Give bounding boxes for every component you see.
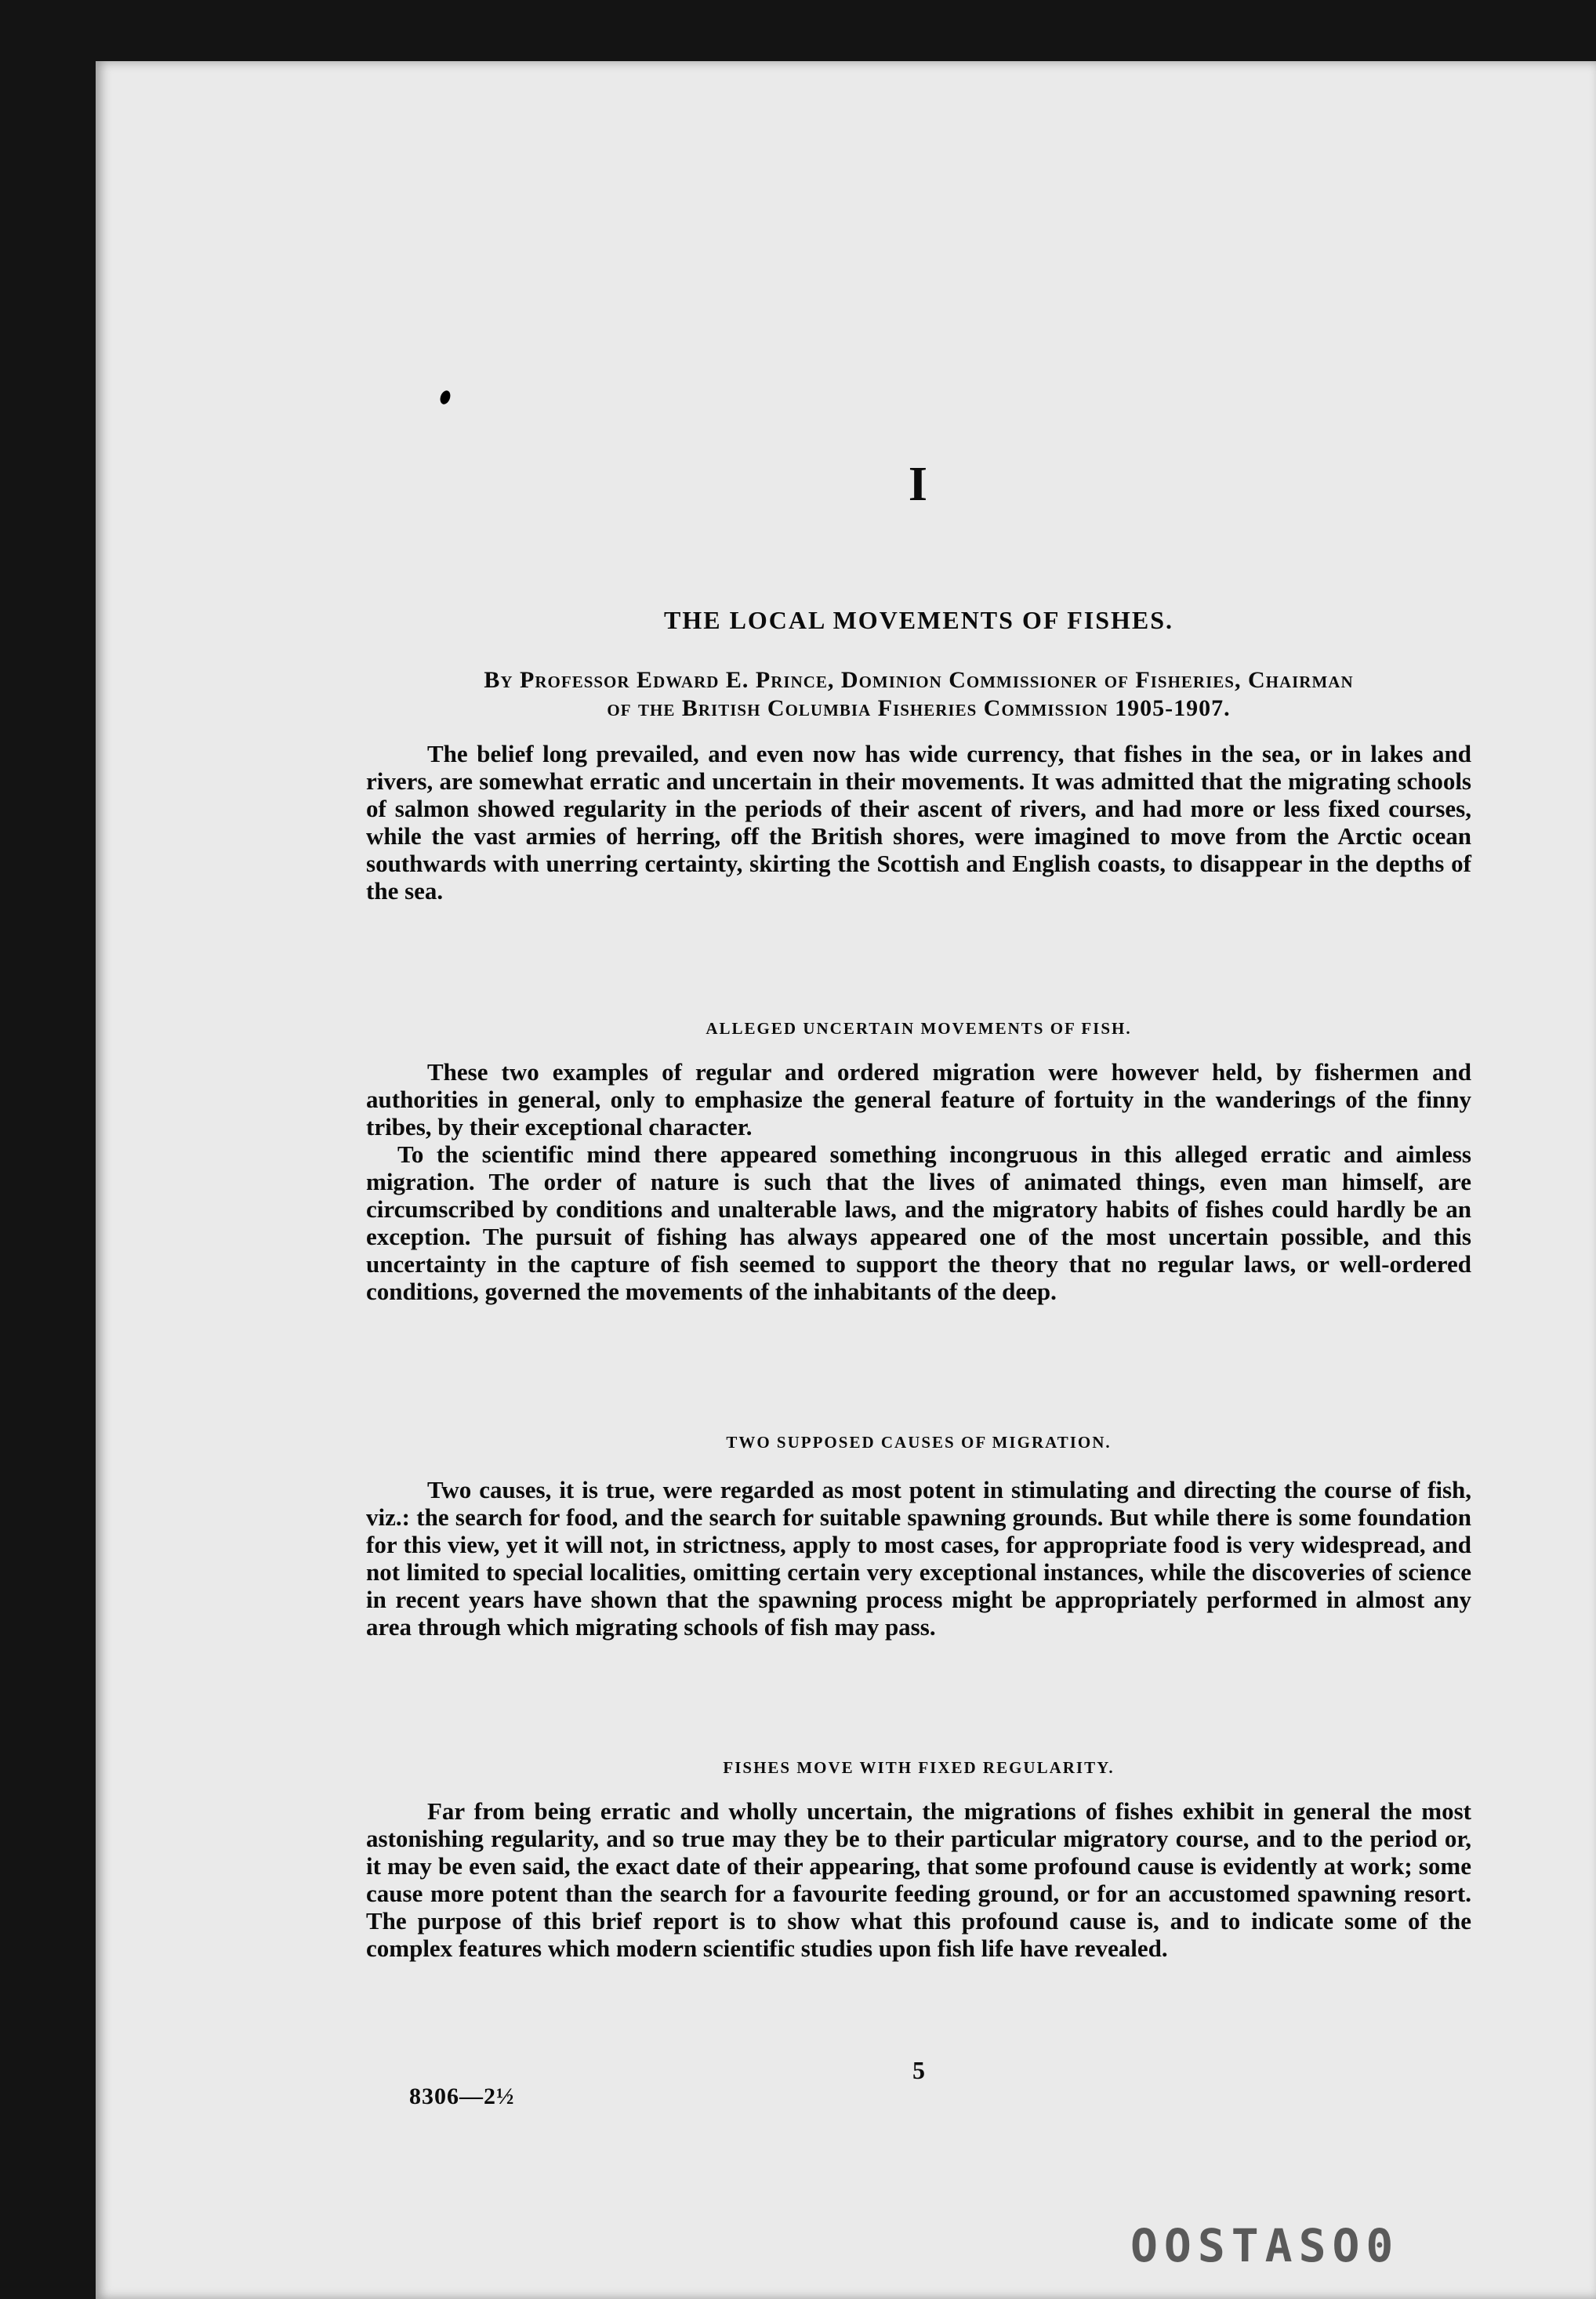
- ink-speck: [438, 389, 452, 405]
- byline-line-1: By Professor Edward E. Prince, Dominion Commissioner of Fisheries, Chairman: [484, 667, 1354, 693]
- section-heading-regularity: FISHES MOVE WITH FIXED REGULARITY.: [723, 1758, 1115, 1777]
- document-page: [96, 61, 1596, 2299]
- library-stamp: OOSTASO0: [1130, 2219, 1400, 2272]
- printer-signature-mark: 8306—2½: [409, 2083, 515, 2109]
- byline: [366, 666, 1471, 723]
- section-2-paragraph-1: Two causes, it is true, were regarded as most potent in stimulating and directing the course of fish, viz.: the search for food, and the search for suitable spawning grounds. But while there is some foundation for this view, yet it will not, in strictness, apply to most cases, for appropriate food is very widespread, and not limited to special localities, omitting certain very exceptional instances, while the discoveries of science in recent years have shown that the spawning process might be appropriately performed in almost any area through which migrating schools of fish may pass.: [366, 1476, 1471, 1641]
- chapter-numeral: I: [908, 458, 930, 511]
- section-heading-causes: TWO SUPPOSED CAUSES OF MIGRATION.: [726, 1433, 1112, 1452]
- article-title: THE LOCAL MOVEMENTS OF FISHES.: [663, 606, 1174, 634]
- section-1-paragraph-2: To the scientific mind there appeared something incongruous in this alleged erratic and aimless migration. The order of nature is such that the lives of animated things, even man himself, are circumscribed by conditions and unalterable laws, and the migratory habits of fishes could hardly be an exception. The pursuit of fishing has always appeared one of the most uncertain possible, and this uncertainty in the capture of fish seemed to support the theory that no regular laws, or well-ordered conditions, governed the movements of the inhabitants of the deep.: [366, 1140, 1471, 1305]
- intro-paragraph: The belief long prevailed, and even now has wide currency, that fishes in the sea, or in lakes and rivers, are somewhat erratic and uncertain in their movements. It was admitted that the migrating schools of salmon showed regularity in the periods of their ascent of rivers, and had more or less fixed courses, while the vast armies of herring, off the British shores, were imagined to move from the Arctic ocean southwards with unerring certainty, skirting the Scottish and English coasts, to disappear in the depths of the sea.: [366, 740, 1471, 905]
- byline-line-2: of the British Columbia Fisheries Commission 1905-1907.: [607, 695, 1231, 721]
- section-1-paragraph-1: These two examples of regular and ordered migration were however held, by fishermen and authorities in general, only to emphasize the general feature of fortuity in the wanderings of the finny tribes, by their exceptional character.: [366, 1058, 1471, 1140]
- page-number: 5: [912, 2056, 925, 2084]
- section-3-paragraph-1: Far from being erratic and wholly uncertain, the migrations of fishes exhibit in general the most astonishing regularity, and so true may they be to their particular migratory course, and to the period or, it may be even said, the exact date of their appearing, that some profound cause is evidently at work; some cause more potent than the search for a favourite feeding ground, or for an accustomed spawning resort. The purpose of this brief report is to show what this profound cause is, and to indicate some of the complex features which modern scientific studies upon fish life have revealed.: [366, 1797, 1471, 1962]
- section-heading-alleged: ALLEGED UNCERTAIN MOVEMENTS OF FISH.: [706, 1019, 1132, 1038]
